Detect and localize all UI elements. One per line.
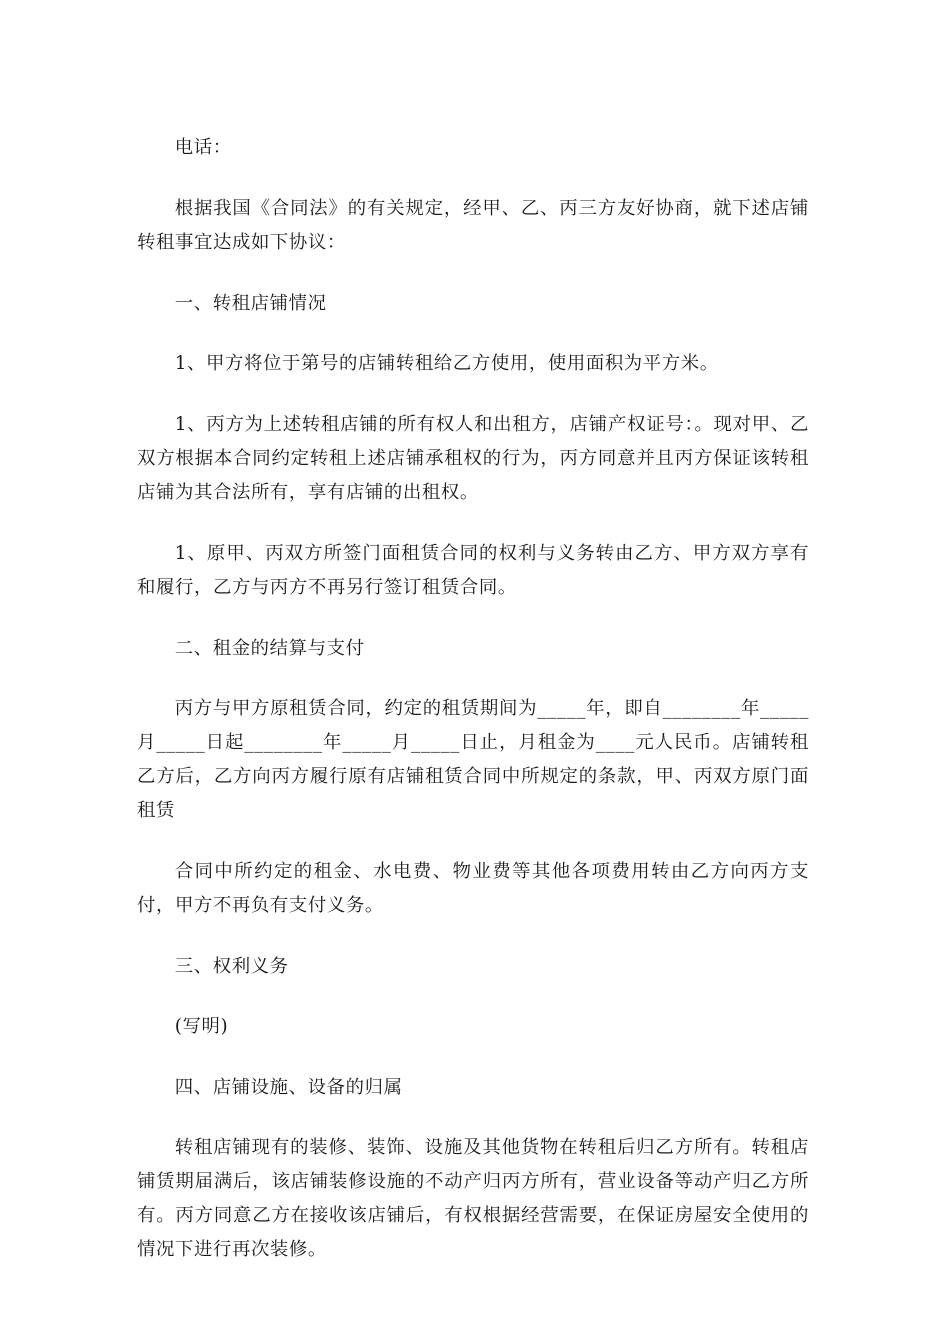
section-4-heading: 四、店铺设施、设备的归属 (174, 1077, 403, 1098)
phone-line: 电话： (174, 137, 232, 158)
document-body (137, 131, 809, 1294)
section-3-note: (写明) (174, 1016, 229, 1037)
intro-paragraph: 根据我国《合同法》的有关规定，经甲、乙、丙三方友好协商，就下述店铺转租事宜达成如下协议： (137, 198, 809, 253)
clause-2-2: 合同中所约定的租金、水电费、物业费等其他各项费用转由乙方向丙方支付，甲方不再负有支付义务。 (137, 861, 809, 916)
clause-1-2: 1、丙方为上述转租店铺的所有权人和出租方，店铺产权证号：。现对甲、乙双方根据本合同约定转租上述店铺承租权的行为，丙方同意并且丙方保证该转租店铺为其合法所有，享有店铺的出租权。 (137, 414, 809, 503)
section-3-heading: 三、权利义务 (174, 956, 289, 977)
clause-1-3: 1、原甲、丙双方所签门面租赁合同的权利与义务转由乙方、甲方双方享有和履行，乙方与丙方不再另行签订租赁合同。 (137, 543, 809, 598)
clause-2-1: 丙方与甲方原租赁合同，约定的租赁期间为_____年，即自________年_____月_____日起________年_____月_____日止，月租金为____元人民币。店铺转租乙方后，乙方向丙方履行原有店铺租赁合同中所规定的条款，甲、丙双方原门面租赁 (137, 698, 809, 821)
clause-4-1: 转租店铺现有的装修、装饰、设施及其他货物在转租后归乙方所有。转租店铺赁期届满后，该店铺装修设施的不动产归丙方所有，营业设备等动产归乙方所有。丙方同意乙方在接收该店铺后，有权根据经营需要，在保证房屋安全使用的情况下进行再次装修。 (137, 1137, 809, 1260)
section-1-heading: 一、转租店铺情况 (174, 293, 327, 314)
section-2-heading: 二、租金的结算与支付 (174, 638, 365, 659)
clause-1-1: 1、甲方将位于第号的店铺转租给乙方使用，使用面积为平方米。 (174, 353, 719, 374)
